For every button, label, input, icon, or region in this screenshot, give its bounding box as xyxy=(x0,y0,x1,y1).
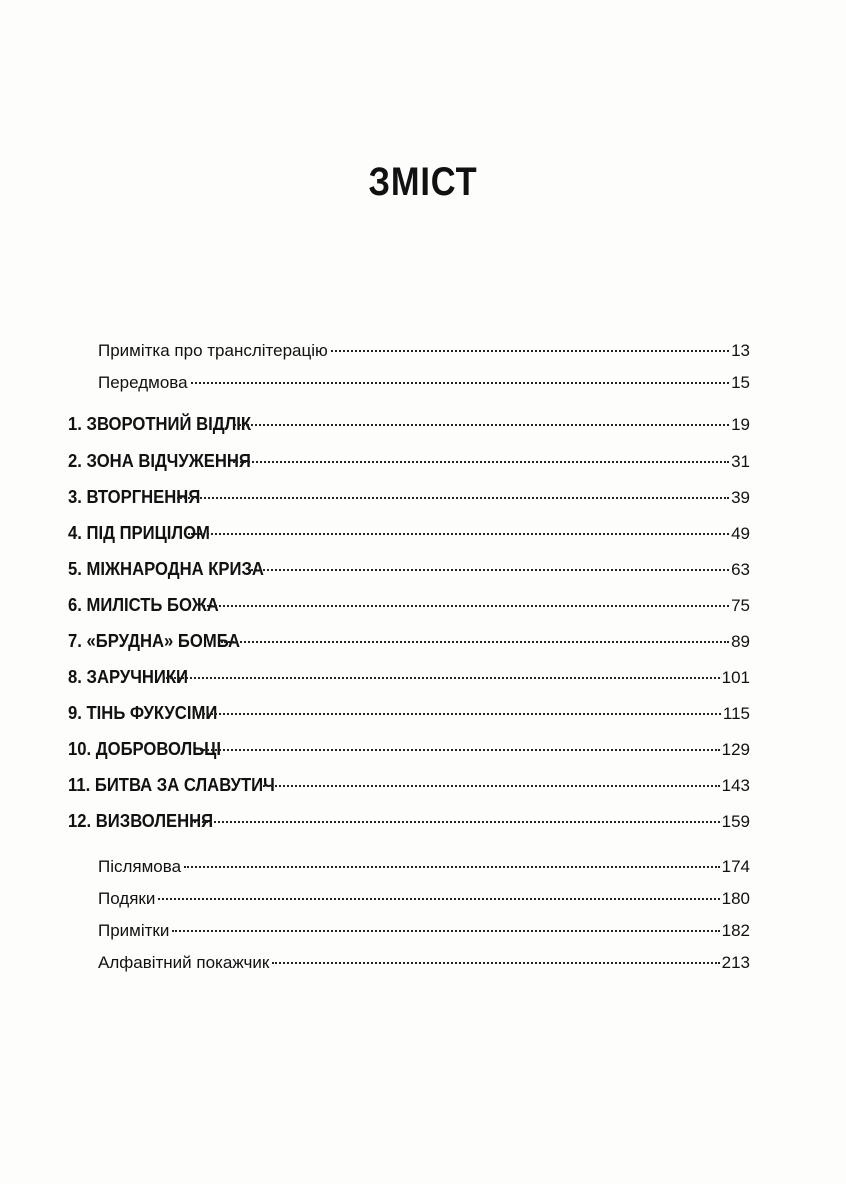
toc-chapter-10[interactable] xyxy=(68,738,750,760)
toc-entry-page: 13 xyxy=(731,341,750,360)
toc-chapter-label: 4. ПІД ПРИЦІЛОМ xyxy=(68,522,210,543)
dot-leader xyxy=(331,350,729,352)
toc-entry-page: 182 xyxy=(721,921,750,940)
toc-chapter-label: 5. МІЖНАРОДНА КРИЗА xyxy=(68,558,264,579)
toc-entry-transliteration-note[interactable] xyxy=(98,341,750,361)
toc-chapter-4[interactable] xyxy=(68,522,750,544)
toc-chapter-page: 39 xyxy=(731,488,750,507)
toc-entry-label: Післямова xyxy=(98,857,182,876)
dot-leader xyxy=(200,749,720,751)
dot-leader xyxy=(158,898,719,900)
toc-chapter-label: 10. ДОБРОВОЛЬЦІ xyxy=(68,738,221,759)
toc-chapter-11[interactable] xyxy=(68,774,750,796)
toc-chapter-page: 89 xyxy=(731,632,750,651)
dot-leader xyxy=(196,713,721,715)
page-title: ЗМІСТ xyxy=(368,160,478,204)
dot-leader xyxy=(163,677,719,679)
toc-entry-label: Примітки xyxy=(98,921,170,940)
toc-chapter-label: 9. ТІНЬ ФУКУСІМИ xyxy=(68,702,218,723)
toc-entry-page: 15 xyxy=(731,373,750,392)
toc-chapter-1[interactable] xyxy=(68,413,750,435)
toc-entry-page: 213 xyxy=(721,953,750,972)
toc-chapter-9[interactable] xyxy=(68,702,750,724)
toc-entry-notes[interactable] xyxy=(98,921,750,941)
dot-leader xyxy=(221,641,729,643)
dot-leader xyxy=(191,382,730,384)
toc-chapter-page: 49 xyxy=(731,524,750,543)
toc-chapter-label: 3. ВТОРГНЕННЯ xyxy=(68,486,201,507)
toc-chapter-page: 115 xyxy=(722,704,750,723)
toc-chapter-label: 6. МИЛІСТЬ БОЖА xyxy=(68,594,219,615)
toc-entry-label: Алфавітний покажчик xyxy=(98,953,270,972)
toc-entry-index[interactable] xyxy=(98,953,750,973)
toc-chapter-page: 143 xyxy=(721,776,750,795)
toc-chapter-label: 1. ЗВОРОТНИЙ ВІДЛІК xyxy=(68,413,252,434)
toc-entry-foreword[interactable] xyxy=(98,373,750,393)
toc-entry-page: 174 xyxy=(721,857,750,876)
toc-chapter-label: 12. ВИЗВОЛЕННЯ xyxy=(68,810,214,831)
dot-leader xyxy=(172,930,719,932)
toc-chapter-page: 63 xyxy=(731,560,750,579)
dot-leader xyxy=(188,533,729,535)
toc-chapter-12[interactable] xyxy=(68,810,750,832)
toc-chapter-6[interactable] xyxy=(68,594,750,616)
toc-chapter-page: 159 xyxy=(721,812,750,831)
dot-leader xyxy=(177,497,729,499)
toc-chapter-3[interactable] xyxy=(68,486,750,508)
dot-leader xyxy=(272,962,719,964)
dot-leader xyxy=(184,866,720,868)
toc-chapter-2[interactable] xyxy=(68,450,750,472)
dot-leader xyxy=(233,461,729,463)
toc-chapter-label: 11. БИТВА ЗА СЛАВУТИЧ xyxy=(68,774,275,795)
toc-chapter-page: 31 xyxy=(731,452,750,471)
dot-leader xyxy=(234,424,730,426)
toc-chapter-page: 101 xyxy=(721,668,750,687)
toc-chapter-page: 129 xyxy=(721,740,750,759)
toc-entry-label: Подяки xyxy=(98,889,156,908)
dot-leader xyxy=(198,605,729,607)
toc-chapter-5[interactable] xyxy=(68,558,750,580)
toc-chapter-label: 7. «БРУДНА» БОМБА xyxy=(68,630,241,651)
toc-entry-afterword[interactable] xyxy=(98,857,750,877)
toc-entry-acknowledgements[interactable] xyxy=(98,889,750,909)
toc-chapter-page: 75 xyxy=(731,596,750,615)
dot-leader xyxy=(260,785,720,787)
dot-leader xyxy=(248,569,729,571)
toc-entry-page: 180 xyxy=(721,889,750,908)
toc-chapter-label: 2. ЗОНА ВІДЧУЖЕННЯ xyxy=(68,450,251,471)
toc-chapter-label: 8. ЗАРУЧНИКИ xyxy=(68,666,189,687)
toc-entry-label: Примітка про транслітерацію xyxy=(98,341,328,360)
dot-leader xyxy=(191,821,719,823)
toc-entry-label: Передмова xyxy=(98,373,188,392)
toc-chapter-8[interactable] xyxy=(68,666,750,688)
toc-chapter-page: 19 xyxy=(731,415,750,434)
toc-chapter-7[interactable] xyxy=(68,630,750,652)
